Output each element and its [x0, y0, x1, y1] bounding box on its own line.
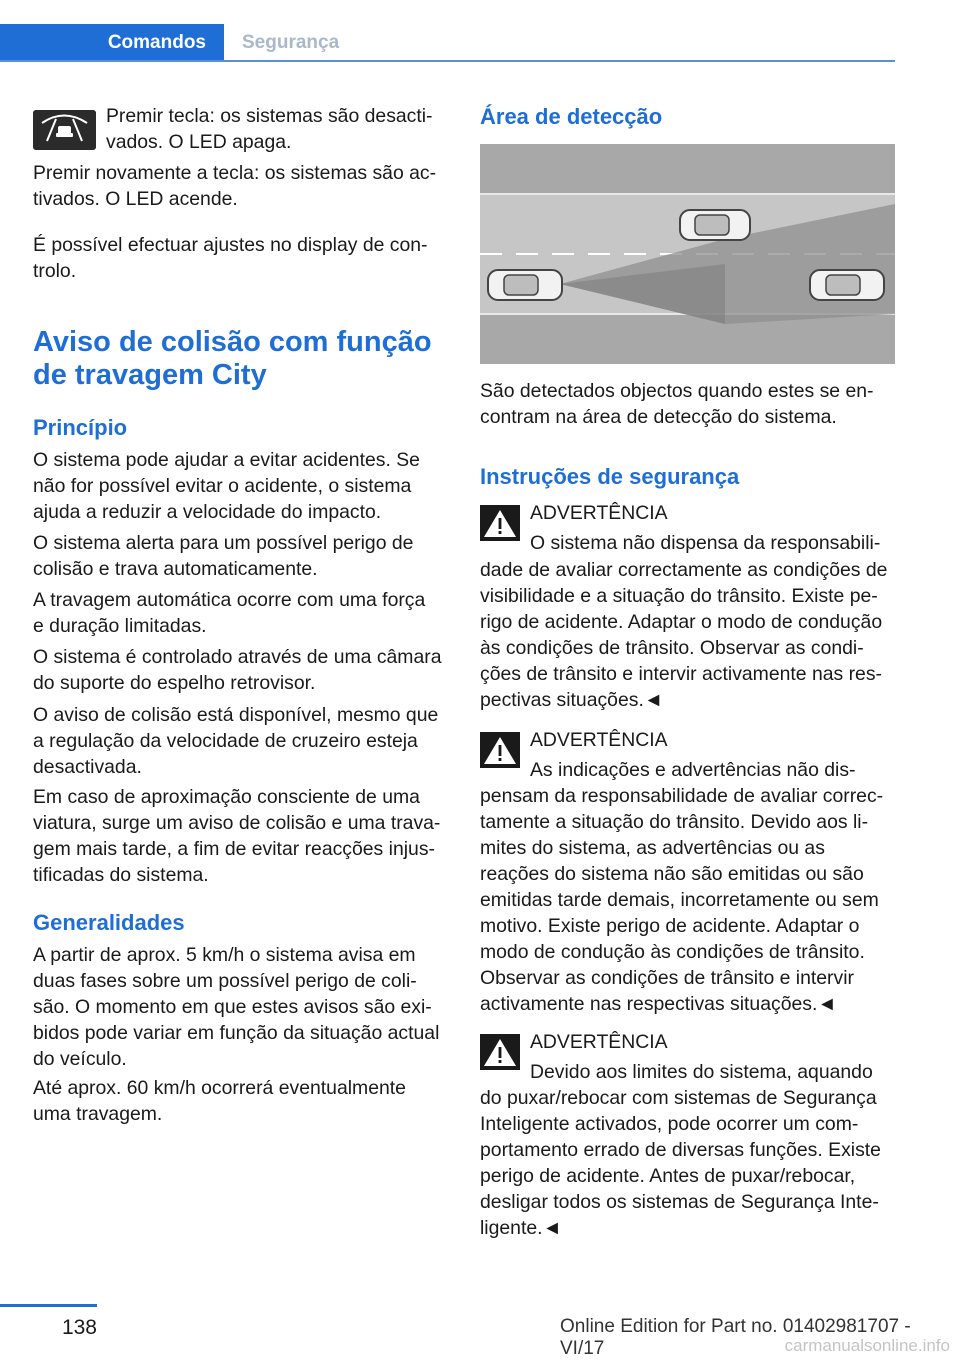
safety-heading: Instruções de segurança: [480, 464, 740, 489]
page-header: [0, 0, 895, 62]
principio-heading: Princípio: [33, 415, 128, 440]
principio-paragraph-5: O aviso de colisão está disponível, mesmo que a regulação da velocidade de cruzeiro esteja desactivada.: [33, 704, 439, 778]
tab-seguranca[interactable]: Segurança: [242, 32, 340, 53]
warning-1-title: ADVERTÊNCIA: [530, 502, 668, 524]
intro-paragraph-1: Premir tecla: os sistemas são desacti- vados. O LED apaga.: [106, 105, 433, 153]
tab-comandos[interactable]: Comandos: [0, 24, 224, 62]
car-top: [680, 210, 750, 240]
area-heading: Área de detecção: [480, 104, 663, 129]
generalidades-paragraph-1: A partir de aprox. 5 km/h o sistema avisa em duas fases sobre um possível perigo de coli- são. O momento em que estes avisos são exi- bidos pode variar em função da situação actual do veículo.: [33, 944, 440, 1070]
area-paragraph: São detectados objectos quando estes se en- contram na área de detecção do sistema.: [480, 380, 874, 428]
car-right: [810, 270, 884, 300]
detection-area-figure: [480, 144, 895, 364]
warning-3-first-line: Devido aos limites do sistema, aquando: [530, 1061, 873, 1083]
principio-paragraph-4: O sistema é controlado através de uma câmara do suporte do espelho retrovisor.: [33, 646, 442, 694]
principio-paragraph-6: Em caso de aproximação consciente de uma viatura, surge um aviso de colisão e uma trava- gem mais tarde, a fim de evitar reacções injus- tificadas do sistema.: [33, 786, 441, 886]
warning-2-title: ADVERTÊNCIA: [530, 729, 668, 751]
car-left: [488, 270, 562, 300]
footer-rule: [0, 1304, 97, 1307]
principio-paragraph-2: O sistema alerta para um possível perigo de colisão e trava automaticamente.: [33, 532, 414, 580]
principio-paragraph-1: O sistema pode ajudar a evitar acidentes. Se não for possível evitar o acidente, o sistema ajuda a reduzir a velocidade do impacto.: [33, 449, 420, 523]
warning-1-body: dade de avaliar correctamente as condições de visibilidade e a situação do trânsito. Existe pe- rigo de acidente. Adaptar o modo de condução às condições de trânsito. Observar as condi- ções de trânsito e intervir activamente nas res- pectivas situações.◄: [480, 559, 888, 711]
driver-assist-button-icon: [33, 110, 96, 150]
generalidades-paragraph-2: Até aprox. 60 km/h ocorrerá eventualmente uma travagem.: [33, 1077, 406, 1125]
intro-paragraph-3: É possível efectuar ajustes no display de con- trolo.: [33, 234, 428, 282]
warning-2-first-line: As indicações e advertências não dis-: [530, 759, 856, 781]
section-title: Aviso de colisão com função de travagem City: [33, 326, 432, 391]
warning-1-first-line: O sistema não dispensa da responsabili-: [530, 532, 881, 554]
generalidades-heading: Generalidades: [33, 910, 185, 935]
warning-3-title: ADVERTÊNCIA: [530, 1031, 668, 1053]
intro-paragraph-2: Premir novamente a tecla: os sistemas são ac- tivados. O LED acende.: [33, 162, 437, 210]
watermark: carmanualsonline.info: [784, 1336, 950, 1355]
edition-label: Online Edition for Part no. 01402981707 - VI/17: [560, 1316, 911, 1359]
page-number: 138: [61, 1316, 97, 1339]
warning-triangle-icon: [480, 1034, 520, 1070]
warning-triangle-icon: [480, 732, 520, 768]
principio-paragraph-3: A travagem automática ocorre com uma força e duração limitadas.: [33, 589, 426, 637]
header-rule: [0, 60, 895, 62]
warning-triangle-icon: [480, 505, 520, 541]
warning-3-body: do puxar/rebocar com sistemas de Segurança Inteligente activados, pode ocorrer um com- portamento errado de diversas funções. Existe perigo de acidente. Antes de puxar/rebocar, desligar todos os sistemas de Segurança Inte- ligente.◄: [480, 1087, 881, 1239]
warning-2-body: pensam da responsabilidade de avaliar correc- tamente a situação do trânsito. Devido aos li- mites do sistema, as advertências ou as reações do sistema não são emitidas ou são emitidas tarde demais, incorretamente ou sem motivo. Existe perigo de acidente. Adaptar o modo de condução às condições de trânsito. Observar as condições de trânsito e intervir activamente nas respectivas situações.◄: [480, 785, 884, 1015]
